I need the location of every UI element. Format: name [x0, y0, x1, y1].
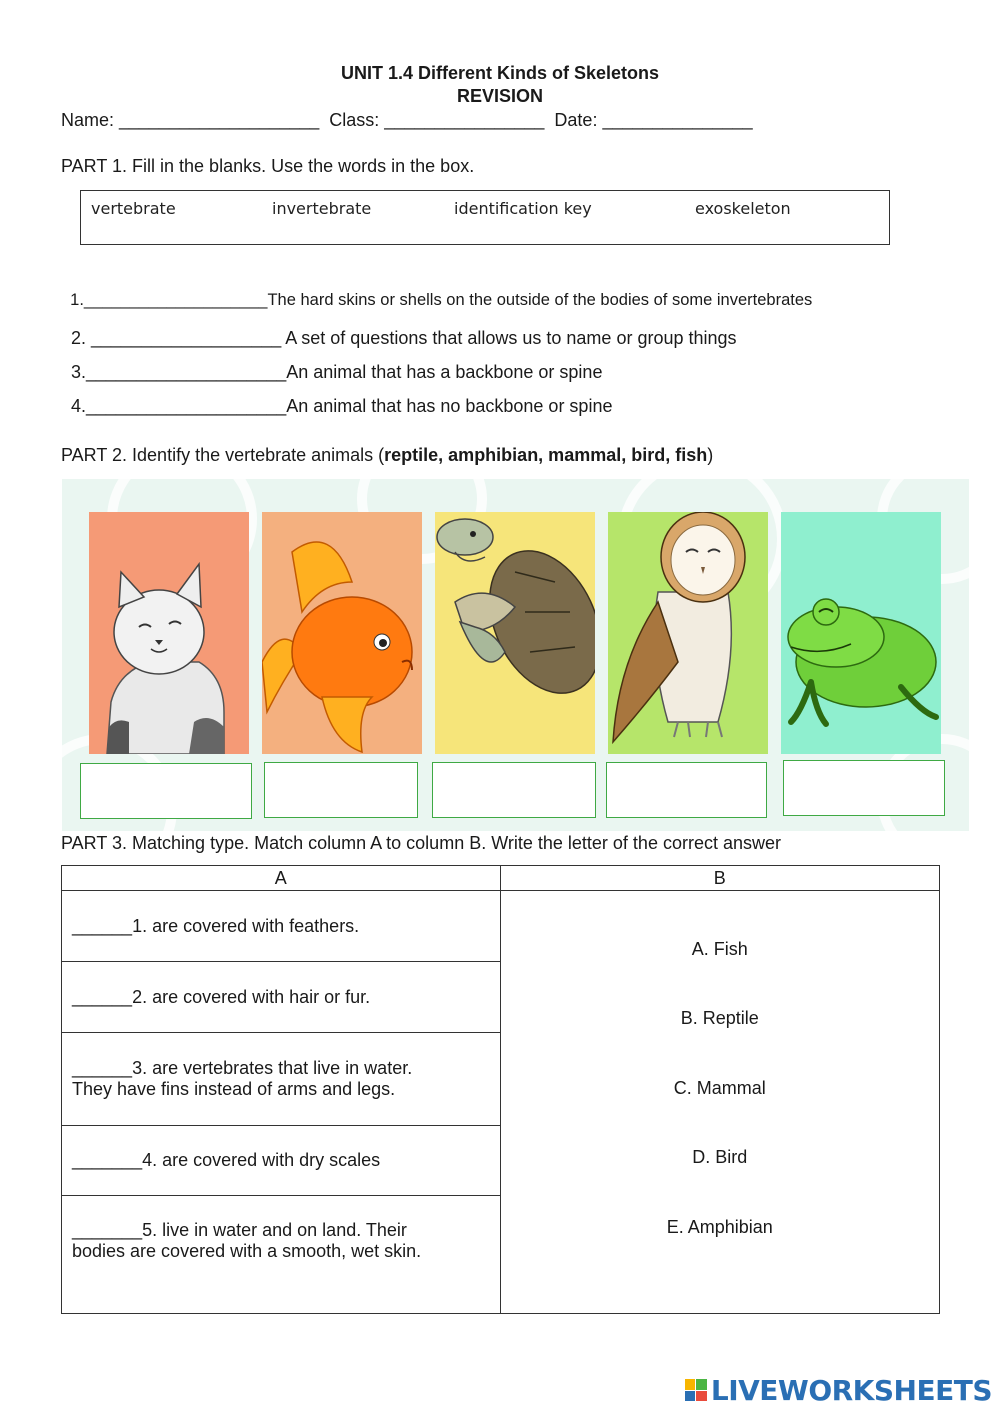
part2-instruction: PART 2. Identify the vertebrate animals (reptile, amphibian, mammal, bird, fish)	[61, 445, 714, 465]
sea-turtle-icon	[435, 512, 595, 754]
option-d: D. Bird	[692, 1147, 748, 1167]
definition-4: An animal that has no backbone or spine	[286, 396, 613, 416]
column-a-item-3[interactable]: ______3. are vertebrates that live in water. They have fins instead of arms and legs.	[62, 1033, 501, 1126]
blank-2[interactable]: 2. ___________________	[71, 328, 286, 348]
option-a: A. Fish	[691, 939, 748, 959]
answer-box-cat[interactable]	[80, 763, 252, 819]
column-b-header: B	[500, 866, 939, 891]
part1-item-1	[61, 272, 812, 310]
definition-1: The hard skins or shells on the outside of the bodies of some invertebrates	[267, 291, 813, 309]
part1-instruction: PART 1. Fill in the blanks. Use the words in the box.	[61, 156, 475, 176]
liveworksheets-logo	[685, 1375, 992, 1405]
goldfish-icon	[262, 512, 422, 754]
animal-card-frog	[781, 512, 941, 754]
column-a-item-4[interactable]: _______4. are covered with dry scales	[62, 1126, 501, 1196]
worksheet-title: UNIT 1.4 Different Kinds of Skeletons	[340, 63, 660, 83]
animal-card-cat	[89, 512, 249, 754]
blank-4[interactable]: 4.____________________	[71, 396, 287, 416]
column-b-options	[500, 891, 939, 1314]
column-a-item-1[interactable]: ______1. are covered with feathers.	[62, 891, 501, 962]
blank-1[interactable]: 1.____________________	[70, 291, 268, 309]
option-b: B. Reptile	[680, 1008, 759, 1028]
blank-3[interactable]: 3.____________________	[71, 362, 287, 382]
answer-box-barn-owl[interactable]	[606, 762, 767, 818]
name-class-date-line: Name: ____________________ Class: ________________ Date: _______________	[61, 110, 753, 130]
matching-table	[61, 865, 940, 1314]
column-a-item-5[interactable]: _______5. live in water and on land. Their bodies are covered with a smooth, wet skin.	[62, 1196, 501, 1314]
word-invertebrate: invertebrate	[272, 199, 372, 218]
option-c: C. Mammal	[673, 1078, 766, 1098]
word-box	[80, 190, 890, 245]
animal-card-goldfish	[262, 512, 422, 754]
word-identification-key: identification key	[454, 199, 592, 218]
answer-box-frog[interactable]	[783, 760, 945, 816]
logo-text: LIVEWORKSHEETS	[710, 1373, 992, 1407]
frog-icon	[781, 512, 941, 754]
part3-instruction: PART 3. Matching type. Match column A to column B. Write the letter of the correct answer	[61, 833, 781, 853]
definition-3: An animal that has a backbone or spine	[286, 362, 603, 382]
option-e: E. Amphibian	[666, 1217, 773, 1237]
column-a-header: A	[62, 866, 501, 891]
animal-card-sea-turtle	[435, 512, 595, 754]
answer-box-sea-turtle[interactable]	[432, 762, 596, 818]
cat-card-bg	[89, 512, 249, 754]
part1-item-4	[61, 375, 612, 417]
animal-card-barn-owl	[608, 512, 768, 754]
logo-icon	[685, 1379, 707, 1401]
worksheet-subtitle: REVISION	[456, 86, 544, 106]
answer-box-goldfish[interactable]	[264, 762, 418, 818]
barn-owl-icon	[608, 512, 768, 754]
word-exoskeleton: exoskeleton	[695, 199, 791, 218]
definition-2: A set of questions that allows us to name or group things	[285, 328, 737, 348]
column-a-item-2[interactable]: ______2. are covered with hair or fur.	[62, 962, 501, 1033]
word-vertebrate: vertebrate	[91, 199, 176, 218]
animal-panel	[62, 479, 969, 831]
